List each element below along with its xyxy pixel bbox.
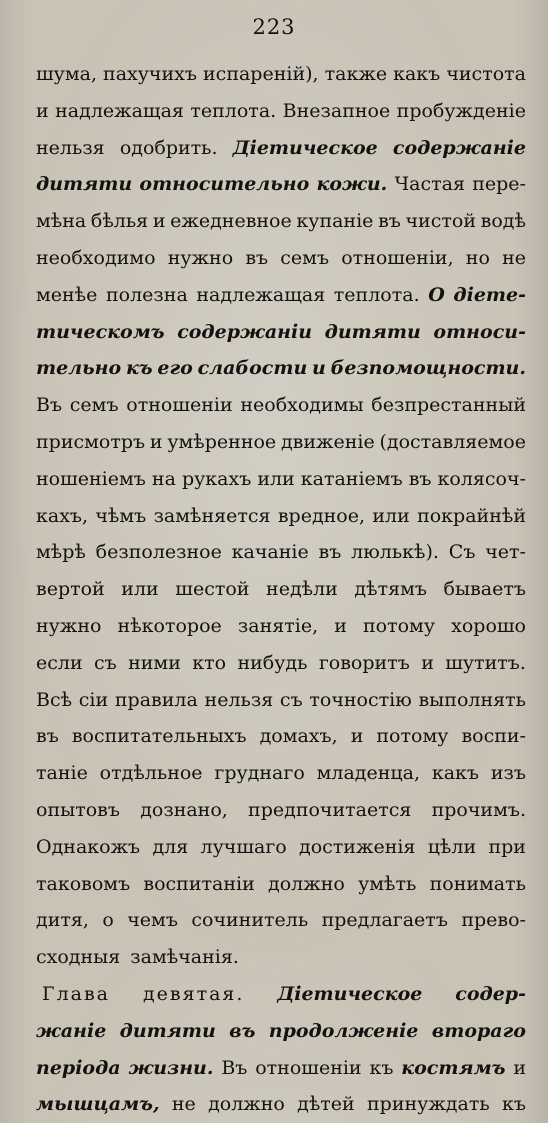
word: или xyxy=(372,504,410,527)
text-line xyxy=(36,1050,526,1087)
word: ними xyxy=(128,651,181,674)
word: содержаніе xyxy=(392,136,526,159)
text-line xyxy=(36,792,526,829)
word: съ xyxy=(279,688,303,711)
word: цѣли xyxy=(427,835,477,858)
word: девятая. xyxy=(142,982,245,1005)
text-line xyxy=(36,498,526,535)
word: О xyxy=(428,283,445,306)
word: полезна xyxy=(106,283,188,306)
text-line xyxy=(36,314,526,351)
word: также xyxy=(324,63,388,85)
word: тическомъ xyxy=(36,320,165,343)
word: Въ xyxy=(36,394,63,417)
word: слабости xyxy=(197,357,308,380)
word: ежедневное xyxy=(170,210,292,233)
word: и xyxy=(152,210,166,233)
word: бываетъ xyxy=(443,578,526,601)
word: и xyxy=(350,725,364,748)
word: покрайнѣй xyxy=(417,504,526,527)
word: жизни. xyxy=(128,1056,214,1079)
word: сходныя xyxy=(36,946,121,969)
word: не xyxy=(502,246,526,269)
word: отношеніи xyxy=(255,1056,362,1079)
word: домахъ, xyxy=(259,725,338,748)
word: хорошо xyxy=(451,614,526,637)
text-line xyxy=(36,939,526,976)
word: колясоч- xyxy=(437,467,526,490)
word: шутитъ. xyxy=(445,651,526,674)
word: отдѣльное xyxy=(99,762,203,785)
word: пробужденіе xyxy=(396,99,526,122)
word: предпочитается xyxy=(248,798,412,821)
word: таковомъ xyxy=(36,872,131,895)
word: въ xyxy=(408,467,432,490)
word: понимать xyxy=(429,872,526,895)
word: тельно xyxy=(36,357,122,380)
word: кто xyxy=(192,651,227,674)
word: Внезапное xyxy=(282,99,391,122)
word: безпрестанный xyxy=(371,394,526,417)
word: нужно xyxy=(167,246,234,269)
word: умѣть xyxy=(358,872,417,895)
word: продолженіе xyxy=(268,1019,419,1042)
word: семъ xyxy=(280,246,330,269)
text-line xyxy=(36,1013,526,1050)
word: движеніе xyxy=(280,430,375,453)
word: опытовъ xyxy=(36,798,120,821)
word: чистой xyxy=(405,210,476,233)
word: замѣняется xyxy=(153,504,271,527)
text-line xyxy=(36,755,526,792)
word: предлагаетъ xyxy=(321,909,448,932)
word: дитяти xyxy=(36,173,133,196)
word: дитяти xyxy=(324,320,421,343)
word: чистота xyxy=(446,63,526,85)
word: изъ xyxy=(490,762,526,785)
word: пере- xyxy=(472,173,526,196)
text-line xyxy=(36,203,526,240)
word: чет- xyxy=(485,541,526,564)
word: должно xyxy=(208,1093,285,1116)
word: къ xyxy=(501,1093,526,1116)
word: младенца, xyxy=(316,762,420,785)
text-line xyxy=(36,645,526,682)
word: теплота. xyxy=(190,99,277,122)
word: водѣ xyxy=(480,210,526,233)
word: или xyxy=(257,467,295,490)
word: рукахъ xyxy=(181,467,252,490)
word: чемъ xyxy=(127,909,178,932)
word: къ xyxy=(369,1056,394,1079)
word: дѣтямъ xyxy=(354,578,427,601)
word: дѣтей xyxy=(297,1093,355,1116)
word: шестой xyxy=(175,578,250,601)
word: о xyxy=(102,909,114,932)
word: необходимы xyxy=(240,394,364,417)
word: испареній), xyxy=(203,63,319,85)
word: нельзя xyxy=(36,136,105,159)
word: въ xyxy=(36,725,59,748)
word: діете- xyxy=(453,283,526,306)
word: но xyxy=(465,246,490,269)
text-line xyxy=(36,976,526,1013)
word: періода xyxy=(36,1056,121,1079)
word: чѣмъ xyxy=(95,504,147,527)
word: втораго xyxy=(431,1019,526,1042)
word: мышцамъ, xyxy=(36,1093,160,1116)
word: отношеніи, xyxy=(341,246,454,269)
word: костямъ xyxy=(401,1056,506,1079)
word: семъ xyxy=(69,394,119,417)
page-number: 223 xyxy=(252,15,296,39)
word: и xyxy=(421,651,434,674)
word: воспи- xyxy=(461,725,526,748)
text-line xyxy=(36,277,526,314)
word: купаніе xyxy=(296,210,374,233)
word: для xyxy=(152,835,189,858)
word: и xyxy=(312,357,326,380)
word: Съ xyxy=(448,541,476,564)
word: вредное, xyxy=(277,504,366,527)
word: сіи xyxy=(78,688,109,711)
word: вертой xyxy=(36,578,105,601)
word: къ xyxy=(125,357,153,380)
word: нибудь xyxy=(237,651,308,674)
word: мѣна xyxy=(36,210,87,233)
text-line xyxy=(36,130,526,167)
word: въ xyxy=(318,541,342,564)
word: Діетическое xyxy=(277,982,423,1005)
word: надлежащая xyxy=(55,99,184,122)
text-line xyxy=(36,608,526,645)
word: дитяти xyxy=(119,1019,216,1042)
word: жаніе xyxy=(36,1019,107,1042)
text-line xyxy=(36,240,526,277)
word: точностію xyxy=(309,688,412,711)
text-line xyxy=(36,571,526,608)
word: должно xyxy=(268,872,345,895)
word: потому xyxy=(363,614,436,637)
word: въ xyxy=(378,210,401,233)
word: нужно xyxy=(36,614,102,637)
word: относительно xyxy=(139,173,310,196)
word: въ xyxy=(229,1019,256,1042)
word: и xyxy=(149,430,163,453)
word: съ xyxy=(94,651,117,674)
text-line xyxy=(36,1086,526,1123)
word: его xyxy=(157,357,193,380)
word: воспитательныхъ xyxy=(71,725,247,748)
body-text xyxy=(36,56,526,1123)
word: прочимъ. xyxy=(431,798,526,821)
word: недѣли xyxy=(266,578,338,601)
text-line xyxy=(36,534,526,571)
word: необходимо xyxy=(36,246,156,269)
word: безполезное xyxy=(95,541,222,564)
word: прево- xyxy=(461,909,526,932)
word: воспитаніи xyxy=(143,872,255,895)
word: не xyxy=(171,1093,196,1116)
word: кахъ, xyxy=(36,504,89,527)
word: Всѣ xyxy=(36,688,73,711)
text-line xyxy=(36,350,526,387)
text-line xyxy=(36,461,526,498)
text-line xyxy=(36,718,526,755)
word: надлежащая xyxy=(196,283,326,306)
word: Однакожъ xyxy=(36,835,141,858)
word: при xyxy=(488,835,526,858)
text-line xyxy=(36,387,526,424)
word: таніе xyxy=(36,762,88,785)
text-line xyxy=(36,902,526,939)
word: мѣрѣ xyxy=(36,541,86,564)
text-line xyxy=(36,866,526,903)
word: какъ xyxy=(431,762,480,785)
word: потому xyxy=(376,725,449,748)
word: говоритъ xyxy=(318,651,410,674)
word: Глава xyxy=(42,982,111,1005)
word: присмотръ xyxy=(36,430,146,453)
text-line xyxy=(36,166,526,203)
word: менѣе xyxy=(36,283,98,306)
word: сочинитель xyxy=(191,909,309,932)
word: и xyxy=(36,99,49,122)
word: занятіе, xyxy=(237,614,319,637)
word: относи- xyxy=(433,320,526,343)
word: нельзя xyxy=(204,688,274,711)
word: содержаніи xyxy=(177,320,313,343)
word: и xyxy=(513,1056,526,1079)
word: (доставляемое xyxy=(379,430,526,453)
text-line xyxy=(36,829,526,866)
word: одобрить. xyxy=(119,136,218,159)
word: Частая xyxy=(394,173,465,196)
word: лучшаго xyxy=(200,835,287,858)
word: и xyxy=(334,614,347,637)
word: отношеніи xyxy=(126,394,233,417)
word: правила xyxy=(114,688,198,711)
word: ношеніемъ xyxy=(36,467,146,490)
word: нѣкоторое xyxy=(117,614,222,637)
word: дитя, xyxy=(36,909,89,932)
word: или xyxy=(121,578,159,601)
word: достиженія xyxy=(299,835,416,858)
word: выполнять xyxy=(418,688,526,711)
word: люлькѣ). xyxy=(351,541,439,564)
word: въ xyxy=(245,246,269,269)
word: умѣренное xyxy=(167,430,277,453)
word: на xyxy=(151,467,176,490)
word: груднаго xyxy=(214,762,305,785)
word: качаніе xyxy=(231,541,309,564)
word: кожи. xyxy=(316,173,388,196)
word: теплота. xyxy=(333,283,420,306)
word: если xyxy=(36,651,83,674)
word: замѣчанія. xyxy=(130,946,239,969)
text-line xyxy=(36,93,526,130)
word: содер- xyxy=(455,982,526,1005)
word: какъ xyxy=(393,63,441,85)
word: катаніемъ xyxy=(300,467,403,490)
word: Діетическое xyxy=(232,136,378,159)
text-line xyxy=(36,56,526,93)
word: принуждать xyxy=(367,1093,490,1116)
word: безпомощности. xyxy=(330,357,526,380)
text-line xyxy=(36,682,526,719)
word: бѣлья xyxy=(90,210,149,233)
word: шума, xyxy=(36,63,97,85)
word: Въ xyxy=(221,1056,248,1079)
text-line xyxy=(36,424,526,461)
word: пахучихъ xyxy=(103,63,197,85)
word: дознано, xyxy=(140,798,228,821)
